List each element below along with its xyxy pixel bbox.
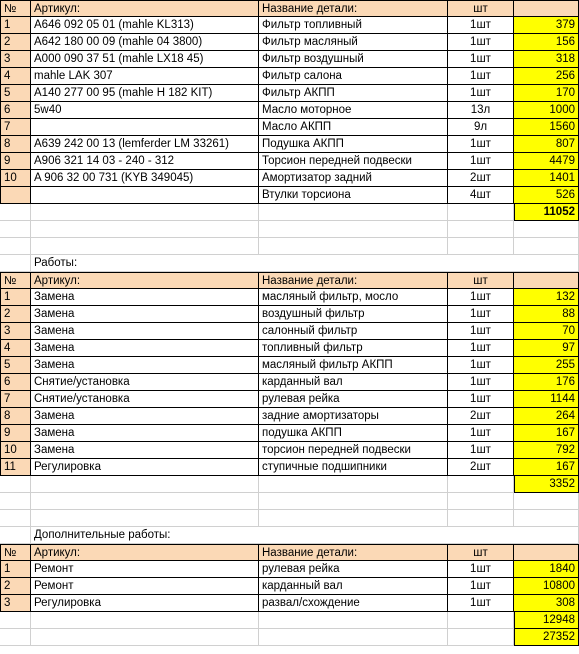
row-article[interactable]: Снятие/установка <box>31 391 259 408</box>
row-number[interactable]: 5 <box>0 85 31 102</box>
row-price[interactable]: 526 <box>514 187 579 204</box>
row-quantity[interactable]: 1шт <box>448 391 514 408</box>
cell-empty[interactable] <box>0 255 31 272</box>
row-quantity[interactable]: 1шт <box>448 374 514 391</box>
row-number[interactable]: 1 <box>0 289 31 306</box>
cell-empty[interactable] <box>514 510 579 527</box>
cell-empty[interactable] <box>0 476 31 493</box>
row-article[interactable]: 5w40 <box>31 102 259 119</box>
row-number[interactable]: 3 <box>0 595 31 612</box>
row-part-name[interactable]: ступичные подшипники <box>259 459 448 476</box>
row-part-name[interactable]: торсион передней подвески <box>259 442 448 459</box>
row-quantity[interactable]: 1шт <box>448 323 514 340</box>
row-quantity[interactable]: 1шт <box>448 51 514 68</box>
row-quantity[interactable]: 1шт <box>448 425 514 442</box>
row-price[interactable]: 10800 <box>514 578 579 595</box>
row-part-name[interactable]: Фильтр масляный <box>259 34 448 51</box>
row-price[interactable]: 167 <box>514 425 579 442</box>
row-part-name[interactable]: топливный фильтр <box>259 340 448 357</box>
row-price[interactable]: 255 <box>514 357 579 374</box>
works-total-value[interactable]: 3352 <box>514 476 579 493</box>
row-part-name[interactable]: масляный фильтр, мосло <box>259 289 448 306</box>
row-article[interactable]: A 906 32 00 731 (KYB 349045) <box>31 170 259 187</box>
row-quantity[interactable]: 4шт <box>448 187 514 204</box>
parts-total <box>0 204 579 221</box>
table-row <box>0 374 579 391</box>
cell-empty[interactable] <box>259 493 448 510</box>
cell-empty[interactable] <box>259 629 448 646</box>
cell-empty[interactable] <box>448 493 514 510</box>
table-row <box>0 289 579 306</box>
row-number[interactable]: 11 <box>0 459 31 476</box>
row-number[interactable]: 5 <box>0 357 31 374</box>
header-part-name[interactable]: Название детали: <box>259 544 448 561</box>
row-part-name[interactable]: Торсион передней подвески <box>259 153 448 170</box>
table-row <box>0 68 579 85</box>
row-part-name[interactable]: Подушка АКПП <box>259 136 448 153</box>
row-quantity[interactable]: 1шт <box>448 357 514 374</box>
row-number[interactable]: 6 <box>0 374 31 391</box>
row-article[interactable]: Замена <box>31 323 259 340</box>
cell-empty[interactable] <box>31 476 259 493</box>
cell-empty[interactable] <box>31 221 259 238</box>
row-quantity[interactable]: 1шт <box>448 306 514 323</box>
table-row <box>0 340 579 357</box>
row-price[interactable]: 176 <box>514 374 579 391</box>
cell-empty[interactable] <box>448 629 514 646</box>
table-row <box>0 425 579 442</box>
row-part-name[interactable]: масляный фильтр АКПП <box>259 357 448 374</box>
row-number[interactable]: 6 <box>0 102 31 119</box>
empty-row <box>0 221 579 238</box>
row-part-name[interactable]: подушка АКПП <box>259 425 448 442</box>
row-number[interactable]: 9 <box>0 153 31 170</box>
header-price[interactable] <box>514 0 579 17</box>
header-quantity[interactable]: шт <box>448 272 514 289</box>
cell-empty[interactable] <box>31 510 259 527</box>
row-part-name[interactable]: Втулки торсиона <box>259 187 448 204</box>
cell-empty[interactable] <box>259 204 448 221</box>
cell-empty[interactable] <box>448 612 514 629</box>
extra-total-value[interactable]: 12948 <box>514 612 579 629</box>
empty-row <box>0 510 579 527</box>
row-price[interactable]: 256 <box>514 68 579 85</box>
row-price[interactable]: 97 <box>514 340 579 357</box>
grand-total <box>0 629 579 646</box>
row-part-name[interactable]: Масло АКПП <box>259 119 448 136</box>
header-article[interactable]: Артикул: <box>31 544 259 561</box>
row-quantity[interactable]: 13л <box>448 102 514 119</box>
row-price[interactable]: 70 <box>514 323 579 340</box>
table-row <box>0 561 579 578</box>
row-quantity[interactable]: 1шт <box>448 85 514 102</box>
table-row <box>0 187 579 204</box>
row-quantity[interactable]: 1шт <box>448 442 514 459</box>
table-row <box>0 153 579 170</box>
row-number[interactable]: 7 <box>0 391 31 408</box>
row-number[interactable]: 1 <box>0 17 31 34</box>
extra-total <box>0 612 579 629</box>
cell-empty[interactable] <box>448 204 514 221</box>
row-quantity[interactable]: 1шт <box>448 561 514 578</box>
row-article[interactable]: A642 180 00 09 (mahle 04 3800) <box>31 34 259 51</box>
row-part-name[interactable]: Фильтр АКПП <box>259 85 448 102</box>
table-row <box>0 170 579 187</box>
table-row <box>0 323 579 340</box>
table-row <box>0 595 579 612</box>
table-row <box>0 34 579 51</box>
row-part-name[interactable]: Фильтр топливный <box>259 17 448 34</box>
row-quantity[interactable]: 2шт <box>448 459 514 476</box>
row-quantity[interactable]: 2шт <box>448 408 514 425</box>
cell-empty[interactable] <box>31 238 259 255</box>
header-price[interactable] <box>514 544 579 561</box>
header-row <box>0 272 579 289</box>
cell-empty[interactable] <box>31 612 259 629</box>
header-number[interactable]: № <box>0 272 31 289</box>
row-number[interactable] <box>0 187 31 204</box>
table-row <box>0 408 579 425</box>
row-price[interactable]: 318 <box>514 51 579 68</box>
table-row <box>0 357 579 374</box>
cell-empty[interactable] <box>31 204 259 221</box>
table-row <box>0 51 579 68</box>
header-article[interactable]: Артикул: <box>31 0 259 17</box>
cell-empty[interactable] <box>0 510 31 527</box>
row-article[interactable]: Замена <box>31 442 259 459</box>
table-row <box>0 119 579 136</box>
works-total <box>0 476 579 493</box>
cell-empty[interactable] <box>514 493 579 510</box>
row-article[interactable]: Регулировка <box>31 459 259 476</box>
row-article[interactable]: mahle LAK 307 <box>31 68 259 85</box>
row-quantity[interactable]: 1шт <box>448 68 514 85</box>
table-row <box>0 85 579 102</box>
row-quantity[interactable]: 1шт <box>448 289 514 306</box>
cell-empty[interactable] <box>0 612 31 629</box>
row-part-name[interactable]: Фильтр салона <box>259 68 448 85</box>
row-quantity[interactable]: 1шт <box>448 340 514 357</box>
row-part-name[interactable]: воздушный фильтр <box>259 306 448 323</box>
row-part-name[interactable]: задние амортизаторы <box>259 408 448 425</box>
header-number[interactable]: № <box>0 544 31 561</box>
table-row <box>0 391 579 408</box>
row-article[interactable]: A646 092 05 01 (mahle KL313) <box>31 17 259 34</box>
row-number[interactable]: 8 <box>0 408 31 425</box>
row-price[interactable]: 1144 <box>514 391 579 408</box>
cell-empty[interactable] <box>448 238 514 255</box>
cell-empty[interactable] <box>259 221 448 238</box>
row-quantity[interactable]: 1шт <box>448 136 514 153</box>
row-part-name[interactable]: Фильтр воздушный <box>259 51 448 68</box>
row-quantity[interactable]: 9л <box>448 119 514 136</box>
section-title[interactable]: Работы: <box>31 255 579 272</box>
header-row <box>0 0 579 17</box>
row-number[interactable]: 4 <box>0 340 31 357</box>
row-article[interactable]: Снятие/установка <box>31 374 259 391</box>
cell-empty[interactable] <box>259 238 448 255</box>
cell-empty[interactable] <box>259 476 448 493</box>
row-price[interactable]: 807 <box>514 136 579 153</box>
cell-empty[interactable] <box>448 221 514 238</box>
cell-empty[interactable] <box>0 527 31 544</box>
row-price[interactable]: 792 <box>514 442 579 459</box>
row-number[interactable]: 2 <box>0 578 31 595</box>
section-title-row <box>0 255 579 272</box>
section-title-row <box>0 527 579 544</box>
row-number[interactable]: 2 <box>0 34 31 51</box>
header-part-name[interactable]: Название детали: <box>259 272 448 289</box>
header-quantity[interactable]: шт <box>448 544 514 561</box>
row-price[interactable]: 1560 <box>514 119 579 136</box>
row-quantity[interactable]: 2шт <box>448 170 514 187</box>
cell-empty[interactable] <box>448 510 514 527</box>
header-row <box>0 544 579 561</box>
header-article[interactable]: Артикул: <box>31 272 259 289</box>
table-row <box>0 102 579 119</box>
row-part-name[interactable]: карданный вал <box>259 578 448 595</box>
row-article[interactable]: A000 090 37 51 (mahle LX18 45) <box>31 51 259 68</box>
row-article[interactable]: Ремонт <box>31 561 259 578</box>
header-number[interactable]: № <box>0 0 31 17</box>
table-row <box>0 136 579 153</box>
row-price[interactable]: 379 <box>514 17 579 34</box>
row-quantity[interactable]: 1шт <box>448 153 514 170</box>
row-article[interactable]: Замена <box>31 306 259 323</box>
header-part-name[interactable]: Название детали: <box>259 0 448 17</box>
row-number[interactable]: 10 <box>0 442 31 459</box>
row-quantity[interactable]: 1шт <box>448 17 514 34</box>
cell-empty[interactable] <box>31 493 259 510</box>
row-number[interactable]: 1 <box>0 561 31 578</box>
row-part-name[interactable]: развал/схождение <box>259 595 448 612</box>
cell-empty[interactable] <box>31 629 259 646</box>
row-number[interactable]: 9 <box>0 425 31 442</box>
cell-empty[interactable] <box>0 629 31 646</box>
cell-empty[interactable] <box>514 221 579 238</box>
row-article[interactable] <box>31 187 259 204</box>
row-part-name[interactable]: Масло моторное <box>259 102 448 119</box>
empty-row <box>0 238 579 255</box>
row-quantity[interactable]: 1шт <box>448 595 514 612</box>
row-article[interactable]: Замена <box>31 425 259 442</box>
row-number[interactable]: 4 <box>0 68 31 85</box>
row-article[interactable]: Замена <box>31 357 259 374</box>
cell-empty[interactable] <box>259 510 448 527</box>
table-row <box>0 578 579 595</box>
row-number[interactable]: 3 <box>0 51 31 68</box>
empty-row <box>0 493 579 510</box>
row-price[interactable]: 264 <box>514 408 579 425</box>
row-price[interactable]: 1000 <box>514 102 579 119</box>
row-number[interactable]: 2 <box>0 306 31 323</box>
row-part-name[interactable]: рулевая рейка <box>259 391 448 408</box>
table-row <box>0 306 579 323</box>
row-price[interactable]: 1840 <box>514 561 579 578</box>
row-part-name[interactable]: салонный фильтр <box>259 323 448 340</box>
cell-empty[interactable] <box>0 493 31 510</box>
parts-total-value[interactable]: 11052 <box>514 204 579 221</box>
row-price[interactable]: 1401 <box>514 170 579 187</box>
cell-empty[interactable] <box>0 204 31 221</box>
row-quantity[interactable]: 1шт <box>448 578 514 595</box>
row-price[interactable]: 88 <box>514 306 579 323</box>
table-row <box>0 459 579 476</box>
row-number[interactable]: 8 <box>0 136 31 153</box>
row-article[interactable]: A906 321 14 03 - 240 - 312 <box>31 153 259 170</box>
header-price[interactable] <box>514 272 579 289</box>
cell-empty[interactable] <box>514 238 579 255</box>
section-title[interactable]: Дополнительные работы: <box>31 527 579 544</box>
row-article[interactable]: Ремонт <box>31 578 259 595</box>
header-quantity[interactable]: шт <box>448 0 514 17</box>
cell-empty[interactable] <box>259 612 448 629</box>
row-number[interactable]: 10 <box>0 170 31 187</box>
row-price[interactable]: 167 <box>514 459 579 476</box>
table-row <box>0 442 579 459</box>
row-article[interactable]: Замена <box>31 340 259 357</box>
cell-empty[interactable] <box>0 238 31 255</box>
row-price[interactable]: 4479 <box>514 153 579 170</box>
row-article[interactable]: Регулировка <box>31 595 259 612</box>
row-article[interactable]: Замена <box>31 408 259 425</box>
row-price[interactable]: 132 <box>514 289 579 306</box>
row-price[interactable]: 308 <box>514 595 579 612</box>
table-row <box>0 17 579 34</box>
row-article[interactable]: Замена <box>31 289 259 306</box>
row-number[interactable]: 7 <box>0 119 31 136</box>
row-article[interactable]: A639 242 00 13 (lemferder LM 33261) <box>31 136 259 153</box>
row-price[interactable]: 170 <box>514 85 579 102</box>
cell-empty[interactable] <box>0 221 31 238</box>
cell-empty[interactable] <box>448 476 514 493</box>
row-quantity[interactable]: 1шт <box>448 34 514 51</box>
row-part-name[interactable]: рулевая рейка <box>259 561 448 578</box>
row-price[interactable]: 156 <box>514 34 579 51</box>
row-part-name[interactable]: карданный вал <box>259 374 448 391</box>
row-number[interactable]: 3 <box>0 323 31 340</box>
grand-total-value[interactable]: 27352 <box>514 629 579 646</box>
row-article[interactable]: A140 277 00 95 (mahle H 182 KIT) <box>31 85 259 102</box>
row-part-name[interactable]: Амортизатор задний <box>259 170 448 187</box>
row-article[interactable] <box>31 119 259 136</box>
